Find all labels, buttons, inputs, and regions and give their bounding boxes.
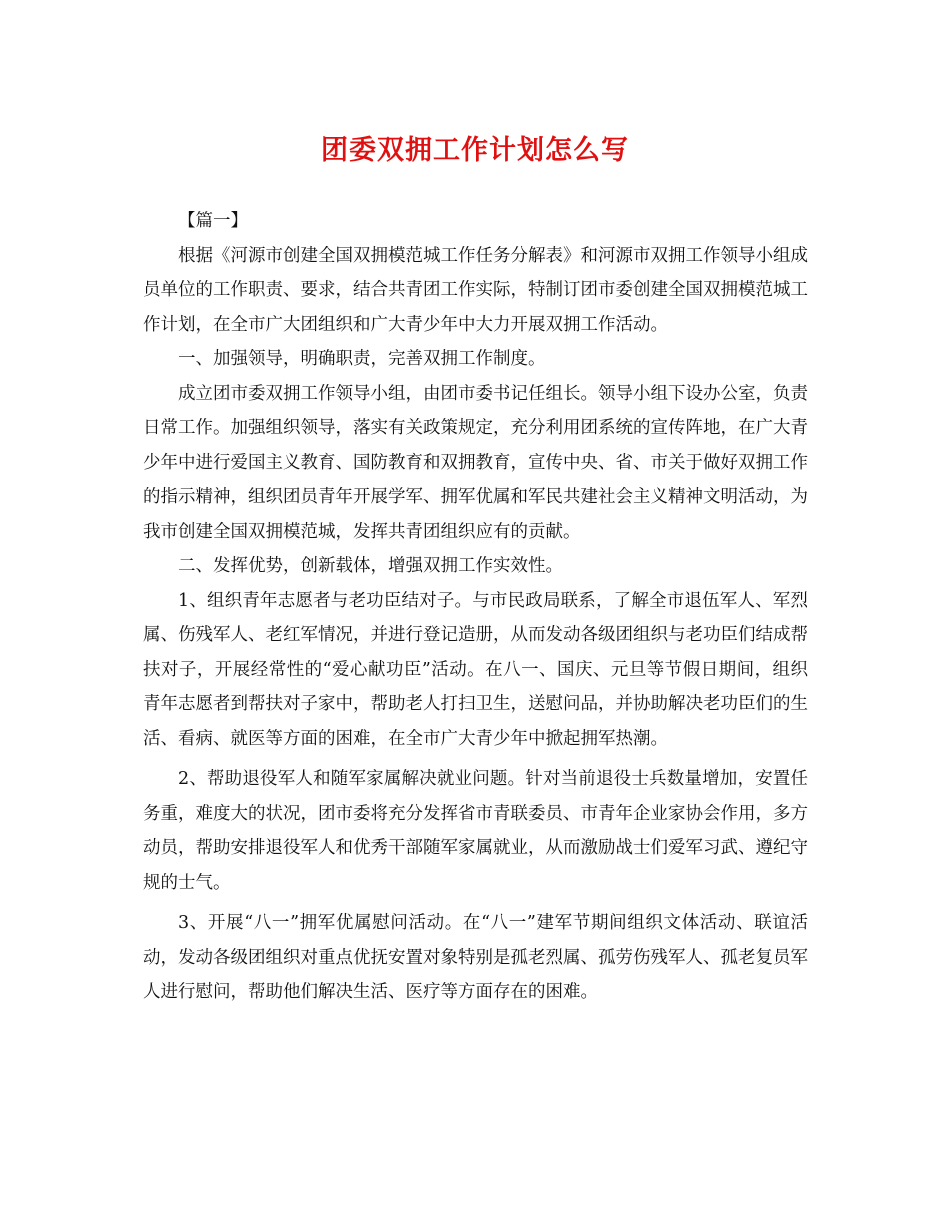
paragraph: 根据《河源市创建全国双拥模范城工作任务分解表》和河源市双拥工作领导小组成员单位的工作职责、要求，结合共青团工作实际，特制订团市委创建全国双拥模范城工作计划，在全市广大团组织和广大青少年中大力开展双拥工作活动。 [143,245,808,335]
paragraph: 2、帮助退役军人和随军家属解决就业问题。针对当前退役士兵数量增加，安置任务重，难度大的状况，团市委将充分发挥省市青联委员、市青年企业家协会作用，多方动员，帮助安排退役军人和优秀干部随军家属就业，从而激励战士们爱军习武、遵纪守规的士气。 [143,769,808,893]
paragraph: 成立团市委双拥工作领导小组，由团市委书记任组长。领导小组下设办公室，负责日常工作。加强组织领导，落实有关政策规定，充分利用团系统的宣传阵地，在广大青少年中进行爱国主义教育、国防教育和双拥教育，宣传中央、省、市关于做好双拥工作的指示精神，组织团员青年开展学军、拥军优属和军民共建社会主义精神文明活动，为我市创建全国双拥模范城，发挥共青团组织应有的贡献。 [143,383,808,542]
paragraph: 3、开展“八一”拥军优属慰问活动。在“八一”建军节期间组织文体活动、联谊活动，发动各级团组织对重点优抚安置对象特别是孤老烈属、孤劳伤残军人、孤老复员军人进行慰问，帮助他们解决生活、医疗等方面存在的困难。 [143,913,808,1002]
document-title: 团委双拥工作计划怎么写 [321,135,629,166]
section-heading: 二、发挥优势，创新载体，增强双拥工作实效性。 [178,556,563,576]
section-heading: 一、加强领导，明确职责，完善双拥工作制度。 [178,349,546,369]
document-body [143,204,808,1010]
section-label: 【篇一】 [178,211,248,231]
paragraph: 1、组织青年志愿者与老功臣结对子。与市民政局联系，了解全市退伍军人、军烈属、伤残军人、老红军情况，并进行登记造册，从而发动各级团组织与老功臣们结成帮扶对子，开展经常性的“爱心献功臣”活动。在八一、国庆、元旦等节假日期间，组织青年志愿者到帮扶对子家中，帮助老人打扫卫生，送慰问品，并协助解决老功臣们的生活、看病、就医等方面的困难，在全市广大青少年中掀起拥军热潮。 [143,590,808,749]
